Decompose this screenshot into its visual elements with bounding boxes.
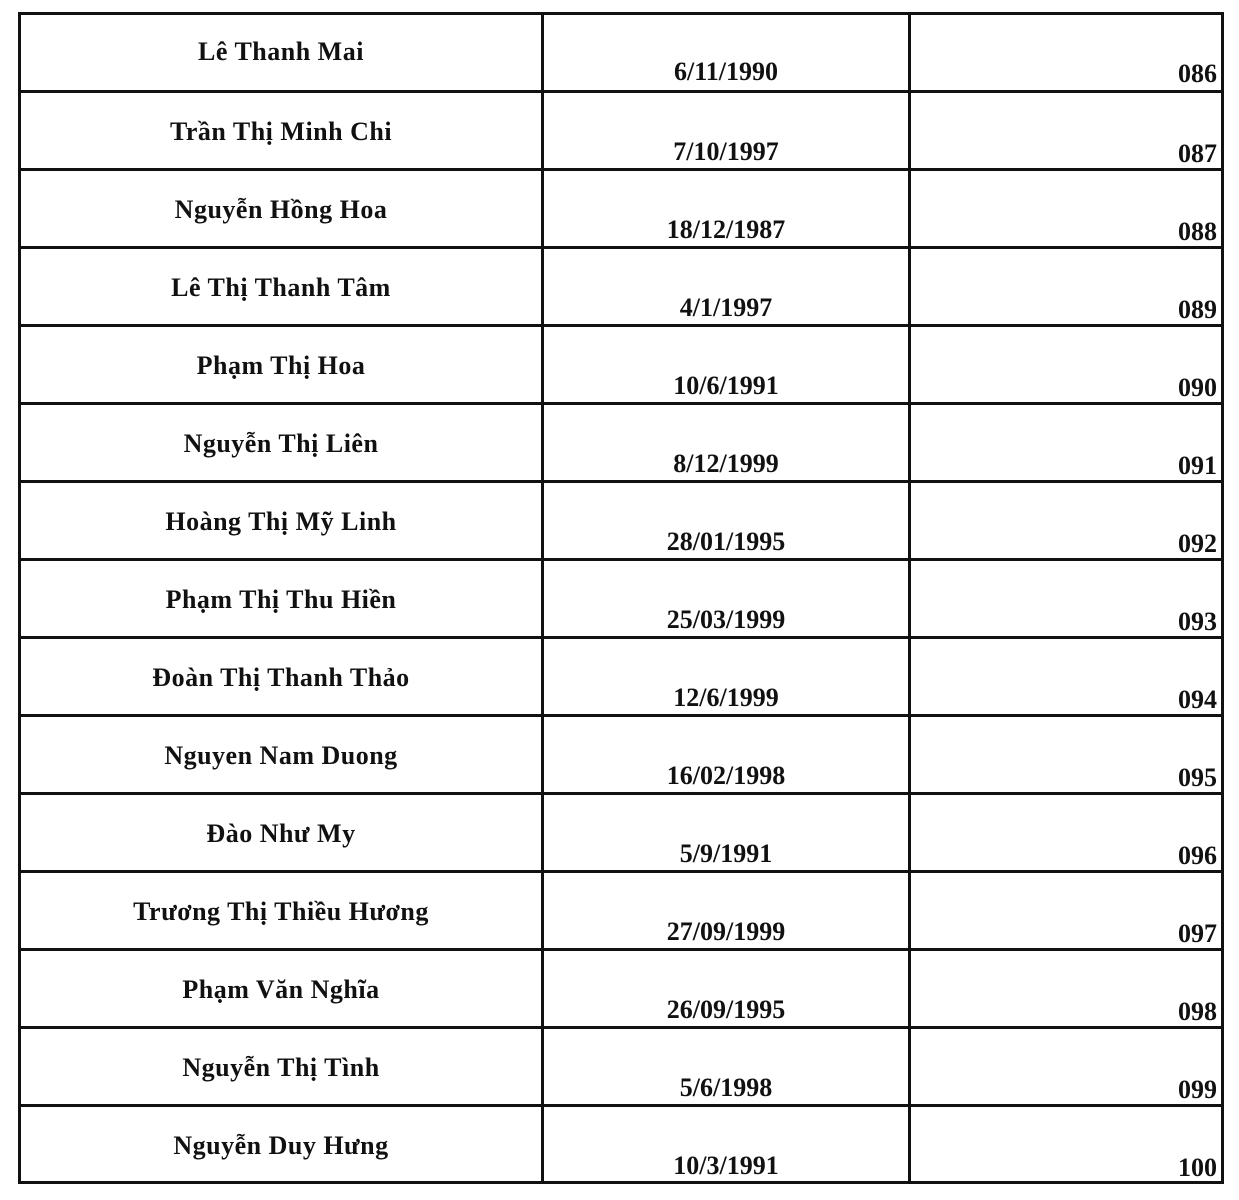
name-cell: Phạm Văn Nghĩa bbox=[21, 951, 544, 1026]
number-cell: 089 bbox=[1178, 295, 1217, 324]
table-row bbox=[21, 402, 1221, 480]
number-cell: 094 bbox=[1178, 685, 1217, 714]
table-row bbox=[21, 90, 1221, 168]
dob-cell: 8/12/1999 bbox=[544, 405, 911, 480]
name-cell: Nguyễn Thị Tình bbox=[21, 1029, 544, 1104]
records-table bbox=[18, 12, 1224, 1184]
dob-cell: 25/03/1999 bbox=[544, 561, 911, 636]
dob-cell: 26/09/1995 bbox=[544, 951, 911, 1026]
name-cell: Hoàng Thị Mỹ Linh bbox=[21, 483, 544, 558]
table-row bbox=[21, 15, 1221, 90]
dob-cell: 12/6/1999 bbox=[544, 639, 911, 714]
name-cell: Phạm Thị Hoa bbox=[21, 327, 544, 402]
dob-cell: 4/1/1997 bbox=[544, 249, 911, 324]
name-cell: Đoàn Thị Thanh Thảo bbox=[21, 639, 544, 714]
dob-cell: 5/6/1998 bbox=[544, 1029, 911, 1104]
name-cell: Nguyễn Hồng Hoa bbox=[21, 171, 544, 246]
table-row bbox=[21, 870, 1221, 948]
table-row bbox=[21, 1026, 1221, 1104]
number-cell: 087 bbox=[1178, 139, 1217, 168]
dob-cell: 10/3/1991 bbox=[544, 1107, 911, 1182]
dob-cell: 27/09/1999 bbox=[544, 873, 911, 948]
name-cell: Trương Thị Thiều Hương bbox=[21, 873, 544, 948]
number-cell: 095 bbox=[1178, 763, 1217, 792]
table-row bbox=[21, 792, 1221, 870]
number-cell: 090 bbox=[1178, 373, 1217, 402]
dob-cell: 16/02/1998 bbox=[544, 717, 911, 792]
number-cell: 098 bbox=[1178, 997, 1217, 1026]
dob-cell: 10/6/1991 bbox=[544, 327, 911, 402]
number-cell: 099 bbox=[1178, 1075, 1217, 1104]
table-row bbox=[21, 558, 1221, 636]
number-cell: 086 bbox=[1178, 59, 1217, 88]
dob-cell: 5/9/1991 bbox=[544, 795, 911, 870]
dob-cell: 28/01/1995 bbox=[544, 483, 911, 558]
number-cell: 088 bbox=[1178, 217, 1217, 246]
table-row bbox=[21, 1104, 1221, 1182]
table-row bbox=[21, 636, 1221, 714]
table-row bbox=[21, 168, 1221, 246]
number-cell: 097 bbox=[1178, 919, 1217, 948]
name-cell: Nguyen Nam Duong bbox=[21, 717, 544, 792]
number-cell: 096 bbox=[1178, 841, 1217, 870]
dob-cell: 7/10/1997 bbox=[544, 93, 911, 168]
name-cell: Trần Thị Minh Chi bbox=[21, 93, 544, 168]
table-row bbox=[21, 714, 1221, 792]
table-row bbox=[21, 948, 1221, 1026]
name-cell: Nguyễn Thị Liên bbox=[21, 405, 544, 480]
number-cell: 092 bbox=[1178, 529, 1217, 558]
number-cell: 093 bbox=[1178, 607, 1217, 636]
name-cell: Phạm Thị Thu Hiền bbox=[21, 561, 544, 636]
number-cell: 091 bbox=[1178, 451, 1217, 480]
table-row bbox=[21, 480, 1221, 558]
name-cell: Lê Thị Thanh Tâm bbox=[21, 249, 544, 324]
dob-cell: 6/11/1990 bbox=[544, 15, 911, 90]
table-row bbox=[21, 246, 1221, 324]
name-cell: Lê Thanh Mai bbox=[21, 15, 544, 90]
name-cell: Đào Như My bbox=[21, 795, 544, 870]
table-row bbox=[21, 324, 1221, 402]
number-cell: 100 bbox=[1178, 1153, 1217, 1182]
name-cell: Nguyễn Duy Hưng bbox=[21, 1107, 544, 1182]
dob-cell: 18/12/1987 bbox=[544, 171, 911, 246]
